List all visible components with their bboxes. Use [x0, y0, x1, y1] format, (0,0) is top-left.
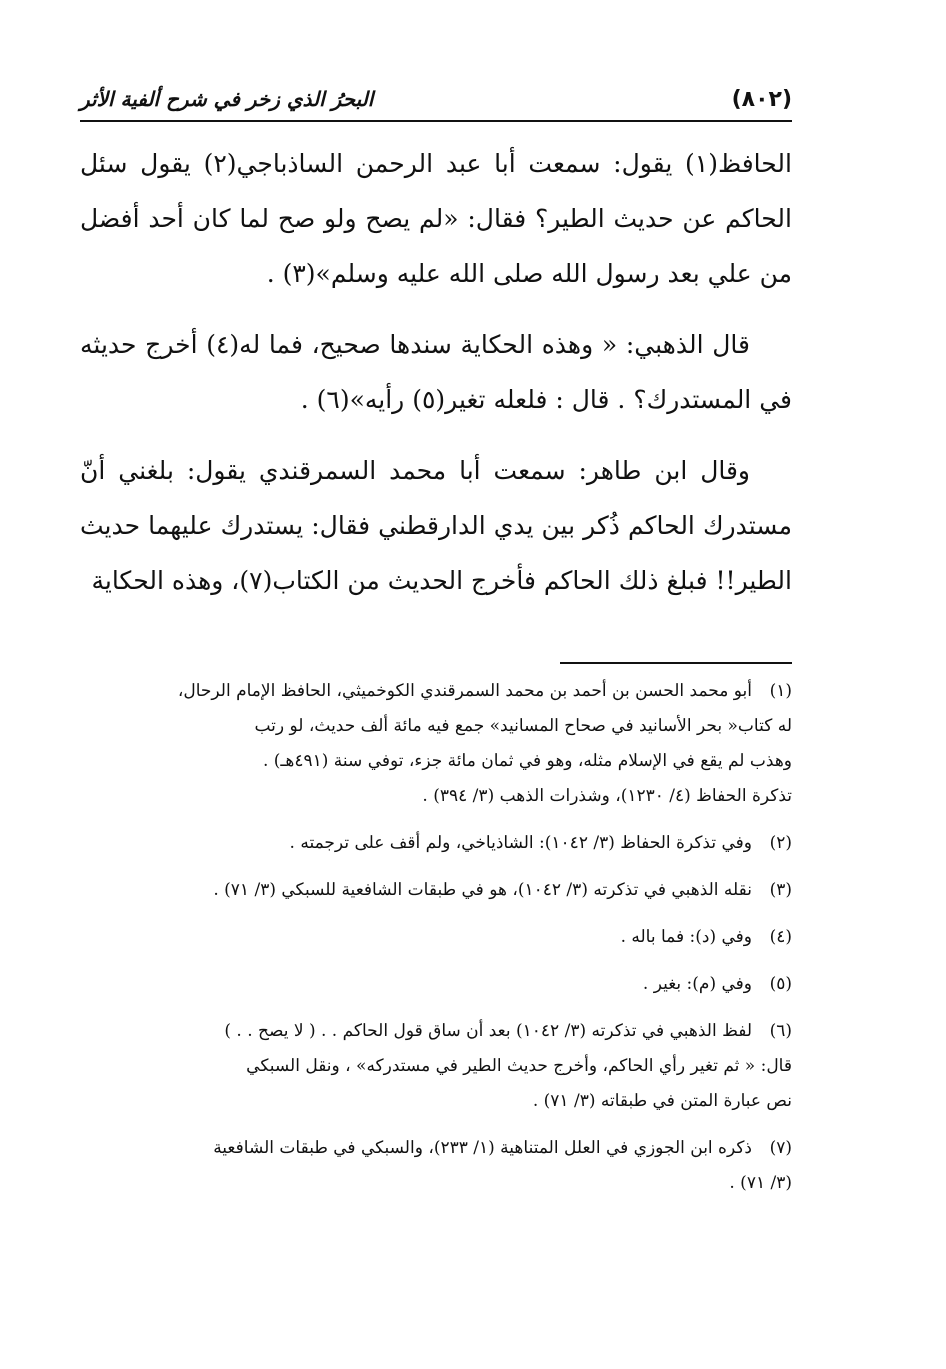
footnote — [80, 1014, 792, 1119]
footnote-mark: (٥) — [769, 974, 792, 994]
footnote-line: تذكرة الحفاظ (٤/ ١٢٣٠)، وشذرات الذهب (٣/ ٣٩٤) . — [422, 786, 792, 806]
footnote — [80, 920, 792, 955]
footnote-line: نقله الذهبي في تذكرته (٣/ ١٠٤٢)، هو في طبقات الشافعية للسبكي (٣/ ٧١) . — [213, 880, 752, 900]
footnote-line: لفظ الذهبي في تذكرته (٣/ ١٠٤٢) بعد أن ساق قول الحاكم . . ( لا يصح . . ) — [224, 1021, 752, 1041]
footnote — [80, 873, 792, 908]
paragraph: قال الذهبي: « وهذه الحكاية سندها صحيح، فما له(٤) أخرج حديثه في المستدرك؟ . قال : فلعله تغير(٥) رأيه»(٦) . — [80, 330, 792, 414]
footnote — [80, 1131, 792, 1201]
footnote-mark: (٦) — [769, 1021, 792, 1041]
footnote-line: أبو محمد الحسن بن أحمد بن محمد السمرقندي الكوخميثي، الحافظ الإمام الرحال، — [177, 681, 752, 701]
footnote — [80, 674, 792, 814]
footnote — [80, 967, 792, 1002]
footnote-line: (٣/ ٧١) . — [729, 1173, 792, 1193]
footnote — [80, 826, 792, 861]
book-page — [80, 78, 792, 1338]
footnote-line: له كتاب« بحر الأسانيد في صحاح المسانيد» جمع فيه مائة ألف حديث، لو رتب — [254, 716, 792, 736]
paragraph: وقال ابن طاهر: سمعت أبا محمد السمرقندي يقول: بلغني أنّ مستدرك الحاكم ذُكر بين يدي الدارقطني فقال: يستدرك عليهما حديث الطير!! فبلغ ذلك الحاكم فأخرج الحديث من الكتاب(٧)، وهذه الحكاية — [80, 456, 792, 595]
page-header — [80, 78, 792, 122]
footnote-separator — [560, 662, 792, 664]
footnote-mark: (١) — [769, 681, 792, 701]
footnote-mark: (٢) — [769, 833, 792, 853]
paragraph: الحافظ(١) يقول: سمعت أبا عبد الرحمن الساذباجي(٢) يقول سئل الحاكم عن حديث الطير؟ فقال: «لم يصح ولو صح لما كان أحد أفضل من علي بعد رسول الله صلى الله عليه وسلم»(٣) . — [80, 149, 792, 288]
footnote-line: وهذب لم يقع في الإسلام مثله، وهو في ثمان مائة جزء، توفي سنة (٤٩١هـ) . — [262, 751, 792, 771]
footnote-line: نص عبارة المتن في طبقاته (٣/ ٧١) . — [532, 1091, 792, 1111]
main-text — [80, 136, 792, 624]
running-title: البحرُ الذي زخر في شرح ألفية الأثر — [80, 87, 374, 111]
footnotes — [80, 674, 792, 1213]
footnote-line: وفي (م): بغير . — [642, 974, 752, 994]
footnote-line: ذكره ابن الجوزي في العلل المتناهية (١/ ٢٣٣)، والسبكي في طبقات الشافعية — [213, 1138, 752, 1158]
footnote-line: وفي تذكرة الحفاظ (٣/ ١٠٤٢): الشاذياخي، ولم أقف على ترجمته . — [289, 833, 752, 853]
footnote-mark: (٤) — [769, 927, 792, 947]
footnote-mark: (٧) — [769, 1138, 792, 1158]
footnote-line: وفي (د): فما باله . — [620, 927, 752, 947]
footnote-line: قال: « ثم تغير رأي الحاكم، وأخرج حديث الطير في مستدركه» ، ونقل السبكي — [246, 1056, 792, 1076]
page-number: (٨٠٢) — [731, 86, 792, 112]
footnote-mark: (٣) — [769, 880, 792, 900]
